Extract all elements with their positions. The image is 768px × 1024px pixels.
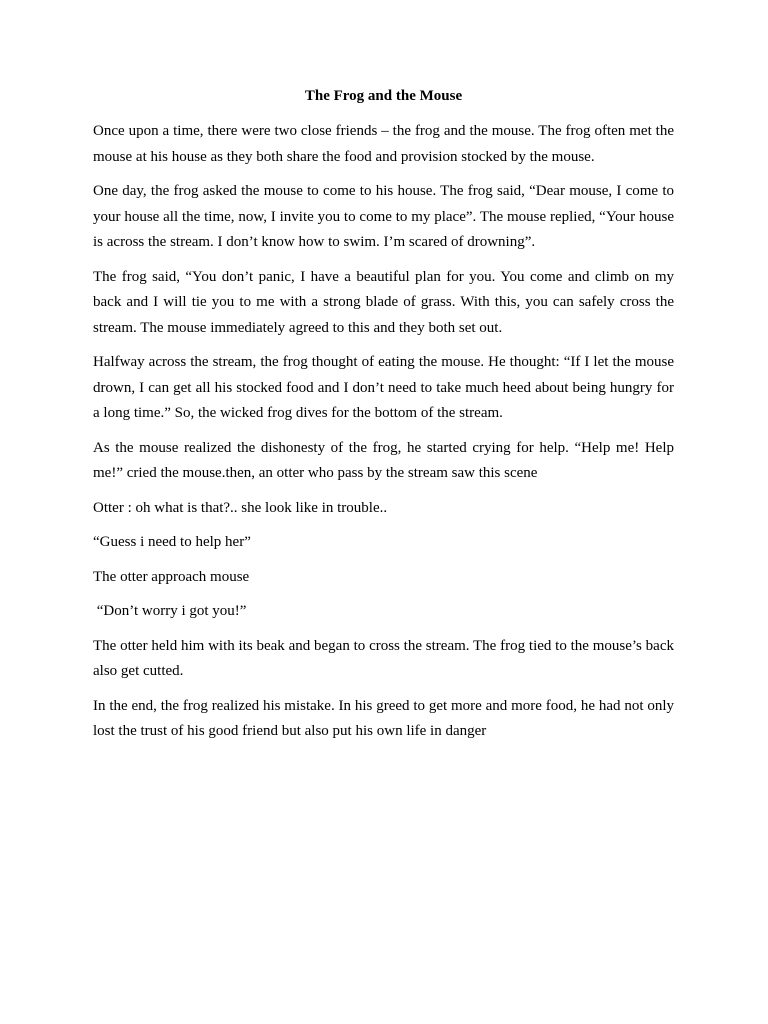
- paragraph-7: “Guess i need to help her”: [93, 534, 251, 550]
- paragraph-9: “Don’t worry i got you!”: [93, 603, 247, 619]
- paragraph-6: Otter : oh what is that?.. she look like in trouble..: [93, 499, 388, 516]
- paragraph-4: Halfway across the stream, the frog thought of eating the mouse. He thought: “If I let the mouse drown, I can get all his stocked food and I don’t need to take much heed about being hungry for a long time.” So, the wicked frog dives for the bottom of the stream.: [93, 354, 674, 421]
- paragraph-3: The frog said, “You don’t panic, I have a beautiful plan for you. You come and climb on my back and I will tie you to me with a strong blade of grass. With this, you can safely cross the stream. The mouse immediately agreed to this and they both set out.: [93, 268, 674, 336]
- paragraph-2: One day, the frog asked the mouse to come to his house. The frog said, “Dear mouse, I come to your house all the time, now, I invite you to come to my place”. The mouse replied, “Your house is across the stream. I don’t know how to swim. I’m scared of drowning”.: [93, 183, 674, 250]
- paragraph-8: The otter approach mouse: [93, 568, 250, 585]
- paragraph-5: As the mouse realized the dishonesty of the frog, he started crying for help. “Help me! Help me!” cried the mouse.then, an otter who pass by the stream saw this scene: [93, 439, 674, 481]
- paragraph-11: In the end, the frog realized his mistake. In his greed to get more and more food, he had not only lost the trust of his good friend but also put his own life in danger: [93, 697, 674, 739]
- document-page: [93, 86, 674, 754]
- document-title: The Frog and the Mouse: [304, 88, 463, 104]
- paragraph-10: The otter held him with its beak and began to cross the stream. The frog tied to the mouse’s back also get cutted.: [93, 637, 674, 679]
- paragraph-1: Once upon a time, there were two close friends – the frog and the mouse. The frog often met the mouse at his house as they both share the food and provision stocked by the mouse.: [93, 123, 674, 165]
